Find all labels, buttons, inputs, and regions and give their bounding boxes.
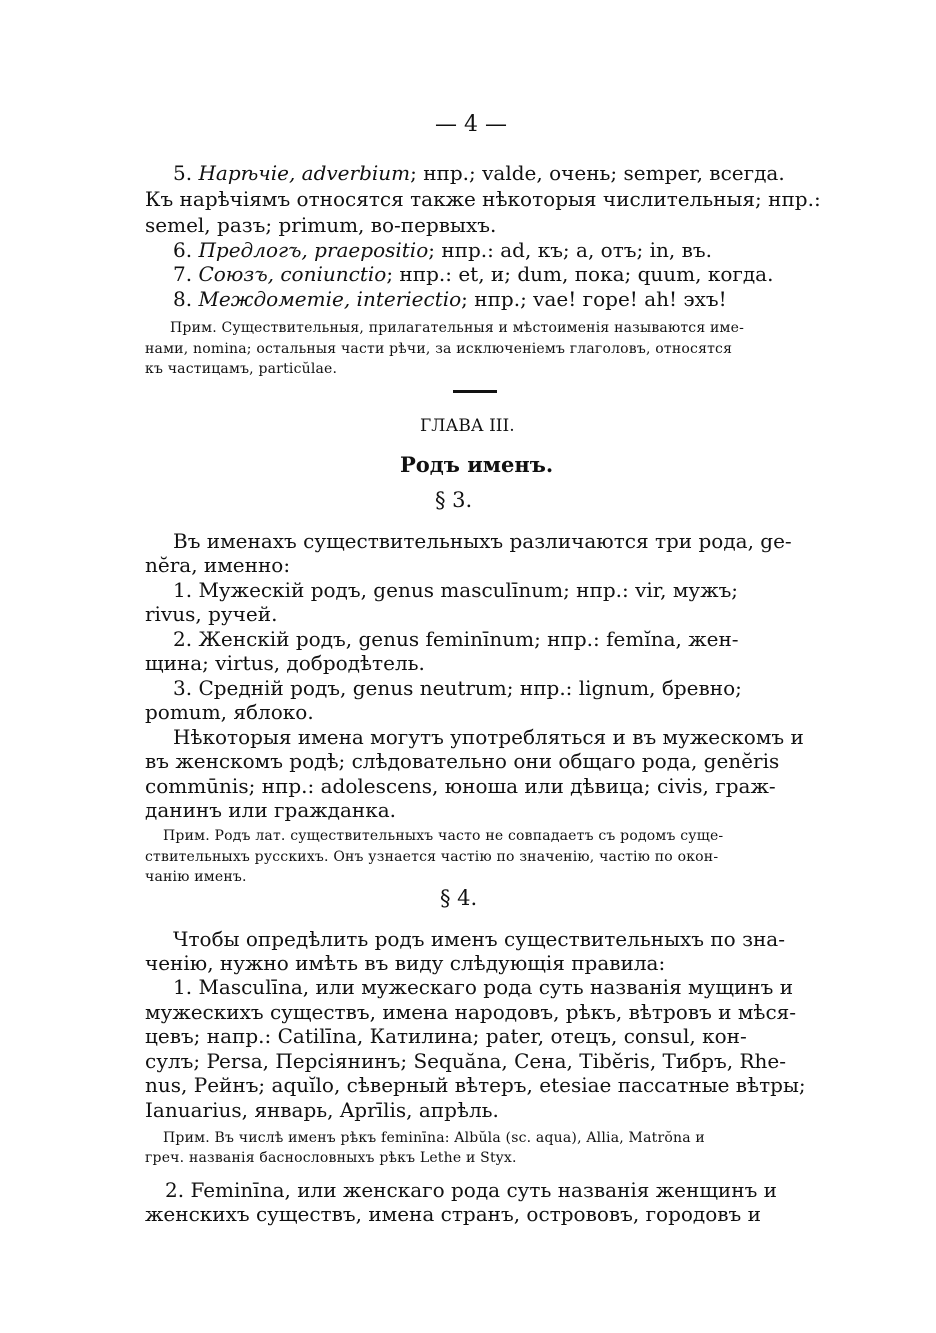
note-line: Прим. Родъ лат. существительныхъ часто не совпадаетъ съ родомъ суще-	[163, 828, 724, 844]
note-line: чанію именъ.	[145, 869, 247, 885]
note-line: греч. названія баснословныхъ рѣкъ Lethe и Styx.	[145, 1150, 517, 1166]
text-line: Къ нарѣчіямъ относятся также нѣкоторыя числительныя; нпр.:	[145, 187, 821, 211]
chapter-title: Родъ именъ.	[400, 452, 554, 477]
text-line: commūnis; нпр.: adolescens, юноша или дѣвица; civis, граж-	[145, 774, 776, 798]
text-line: Ianuarius, январь, Aprīlis, апрѣль.	[145, 1098, 499, 1122]
divider	[453, 390, 497, 393]
text-line: женскихъ существъ, имена странъ, острововъ, городовъ и	[145, 1202, 761, 1226]
text-line: Въ именахъ существительныхъ различаются три рода, ge-	[173, 529, 792, 553]
text-line: pomum, яблоко.	[145, 700, 314, 724]
page-number: — 4 —	[435, 112, 507, 137]
text-line: данинъ или гражданка.	[145, 798, 396, 822]
text-line: rivus, ручей.	[145, 602, 278, 626]
chapter-heading: ГЛАВА III.	[420, 416, 515, 436]
text-line: nĕra, именно:	[145, 553, 291, 577]
text-line: 2. Feminīna, или женскаго рода суть названія женщинъ и	[165, 1178, 778, 1202]
note-line: къ частицамъ, particŭlae.	[145, 361, 338, 377]
note-line: ствительныхъ русскихъ. Онъ узнается частію по значенію, частію по окон-	[145, 849, 719, 865]
text-line: 2. Женскій родъ, genus feminīnum; нпр.: femĭna, жен-	[173, 627, 739, 651]
text-line: ченію, нужно имѣть въ виду слѣдующія правила:	[145, 951, 666, 975]
section-heading: § 4.	[440, 886, 478, 910]
text-line: 3. Средній родъ, genus neutrum; нпр.: lignum, бревно;	[173, 676, 742, 700]
text-line: nus, Рейнъ; aquĭlo, сѣверный вѣтеръ, etesiae пассатные вѣтры;	[145, 1073, 806, 1097]
text-line: мужескихъ существъ, имена народовъ, рѣкъ, вѣтровъ и мѣся-	[145, 1000, 797, 1024]
note-line: Прим. Существительныя, прилагательныя и мѣстоименія называются име-	[170, 320, 745, 336]
text-line: щина; virtus, добродѣтель.	[145, 651, 425, 675]
section-heading: § 3.	[435, 488, 473, 512]
note-line: нами, nomina; остальныя части рѣчи, за исключеніемъ глаголовъ, относятся	[145, 341, 733, 357]
text-line: въ женскомъ родѣ; слѣдовательно они общаго рода, genĕris	[145, 749, 780, 773]
text-line: сулъ; Persa, Персіянинъ; Sequăna, Сена, Tibĕris, Тибръ, Rhe-	[145, 1049, 787, 1073]
text-line: 1. Мужескій родъ, genus masculīnum; нпр.: vir, мужъ;	[173, 578, 739, 602]
text-line: semel, разъ; primum, во-первыхъ.	[145, 213, 497, 237]
text-line: 8. Междометіе, interiectio; нпр.; vae! горе! ah! эхъ!	[173, 287, 727, 311]
text-line: 7. Союзъ, coniunctio; нпр.: et, и; dum, пока; quum, когда.	[173, 262, 774, 286]
note-line: Прим. Въ числѣ именъ рѣкъ feminīna: Albŭla (sc. aqua), Allia, Matrŏna и	[163, 1130, 705, 1146]
text-line: Чтобы опредѣлить родъ именъ существительныхъ по зна-	[173, 927, 785, 951]
text-line: 5. Нарѣчіе, adverbium; нпр.; valde, очень; semper, всегда.	[173, 161, 785, 185]
text-line: 6. Предлогъ, praepositio; нпр.: ad, къ; a, отъ; in, въ.	[173, 238, 712, 262]
text-line: цевъ; напр.: Catilīna, Катилина; pater, отецъ, consul, кон-	[145, 1024, 747, 1048]
text-line: 1. Masculīna, или мужескаго рода суть названія мущинъ и	[173, 975, 794, 999]
text-line: Нѣкоторыя имена могутъ употребляться и въ мужескомъ и	[173, 725, 804, 749]
